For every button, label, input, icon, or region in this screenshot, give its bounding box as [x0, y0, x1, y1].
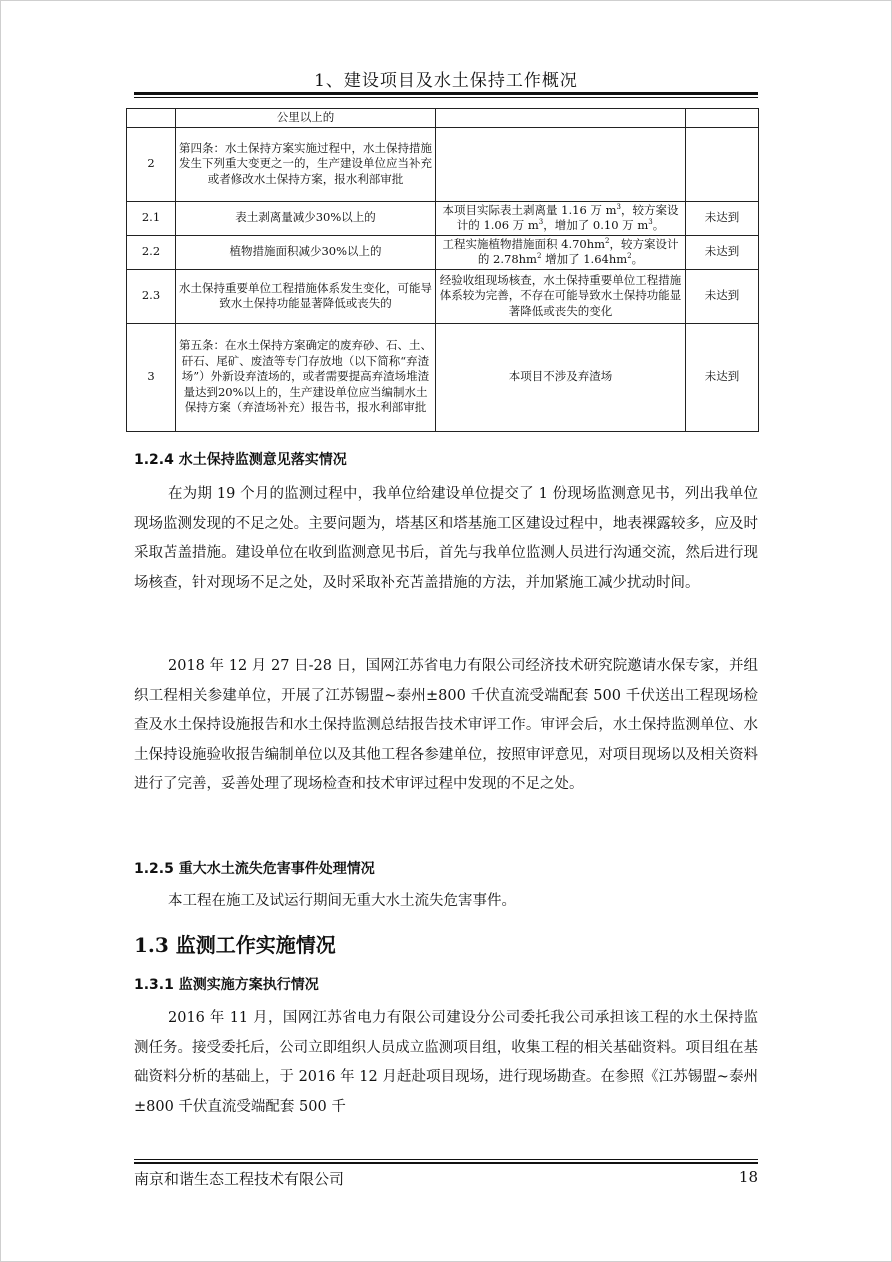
cell-result [686, 109, 759, 128]
cell-requirement: 表土剥离量减少30%以上的 [176, 201, 436, 235]
footer-rule-thin [134, 1159, 758, 1160]
superscript: 2 [605, 236, 610, 245]
table-row [127, 235, 759, 269]
cell-no: 2 [127, 127, 176, 201]
cell-requirement: 植物措施面积减少30%以上的 [176, 235, 436, 269]
cell-requirement: 公里以上的 [176, 109, 436, 128]
cell-result [686, 127, 759, 201]
cell-actual [436, 201, 686, 235]
table-row [127, 269, 759, 323]
cell-result: 未达到 [686, 235, 759, 269]
cell-no [127, 109, 176, 128]
table-row [127, 323, 759, 431]
cell-no: 3 [127, 323, 176, 431]
cell-no: 2.1 [127, 201, 176, 235]
cell-actual [436, 127, 686, 201]
section-heading-1-3: 1.3 监测工作实施情况 [134, 933, 336, 957]
table-row [127, 127, 759, 201]
actual-text-part: ，较方案设计的 1.06 万 m [456, 202, 679, 232]
section-heading-1-2-4: 1.2.4 水土保持监测意见落实情况 [134, 452, 347, 468]
paragraph: 2018 年 12 月 27 日-28 日，国网江苏省电力有限公司经济技术研究院邀请水保专家，并组织工程相关参建单位，开展了江苏锡盟~泰州±800 千伏直流受端配套 500 千伏送出工程现场检查及水土保持设施报告和水土保持监测总结报告技术审评工作。审评会后，水土保持监测单位、水土保持设施验收报告编制单位以及其他工程各参建单位，按照审评意见，对项目现场以及相关资料进行了完善，妥善处理了现场检查和技术审评过程中发现的不足之处。 [134, 658, 758, 792]
cell-result: 未达到 [686, 201, 759, 235]
paragraph: 在为期 19 个月的监测过程中，我单位给建设单位提交了 1 份现场监测意见书，列出我单位现场监测发现的不足之处。主要问题为，塔基区和塔基施工区建设过程中，地表裸露较多，应及时采取苫盖措施。建设单位在收到监测意见书后，首先与我单位监测人员进行沟通交流，然后进行现场核查，针对现场不足之处，及时采取补充苫盖措施的方法，并加紧施工减少扰动时间。 [134, 486, 758, 591]
cell-no: 2.3 [127, 269, 176, 323]
header-rule-thin [134, 97, 758, 98]
requirements-table [126, 108, 759, 432]
actual-text-part: ，较方案设计的 2.78hm [477, 236, 679, 266]
cell-requirement: 第四条：水土保持方案实施过程中，水土保持措施发生下列重大变更之一的，生产建设单位应当补充或者修改水土保持方案，报水利部审批 [176, 127, 436, 201]
cell-result: 未达到 [686, 269, 759, 323]
cell-requirement: 水土保持重要单位工程措施体系发生变化，可能导致水土保持功能显著降低或丧失的 [176, 269, 436, 323]
table-row [127, 201, 759, 235]
actual-text-part: 。 [652, 218, 665, 232]
table-row [127, 109, 759, 128]
superscript: 3 [538, 218, 544, 227]
page-number: 18 [738, 1168, 758, 1186]
section-heading-1-3-1: 1.3.1 监测实施方案执行情况 [134, 977, 319, 993]
actual-text-part: 工程实施植物措施面积 4.70hm [442, 236, 606, 251]
superscript: 3 [648, 218, 653, 227]
paragraph: 本工程在施工及试运行期间无重大水土流失危害事件。 [168, 893, 516, 909]
actual-text-part: 。 [631, 252, 644, 266]
header-rule-thick [134, 92, 758, 95]
footer-rule-thick [134, 1162, 758, 1164]
section-heading-1-2-5: 1.2.5 重大水土流失危害事件处理情况 [134, 861, 375, 877]
superscript: 2 [536, 252, 542, 261]
cell-actual [436, 109, 686, 128]
actual-text-part: ，增加了 0.10 万 m [543, 218, 649, 232]
running-header-title: 1、建设项目及水土保持工作概况 [314, 71, 578, 91]
cell-actual: 经验收组现场核查，水土保持重要单位工程措施体系较为完善，不存在可能导致水土保持功能显著降低或丧失的变化 [436, 269, 686, 323]
actual-text-part: 增加了 1.64hm [541, 252, 628, 266]
cell-actual [436, 235, 686, 269]
superscript: 3 [616, 202, 621, 211]
superscript: 2 [627, 252, 632, 261]
actual-text-part: 本项目实际表土剥离量 1.16 万 m [442, 202, 617, 217]
cell-actual: 本项目不涉及弃渣场 [436, 323, 686, 431]
cell-no: 2.2 [127, 235, 176, 269]
cell-result: 未达到 [686, 323, 759, 431]
cell-requirement: 第五条：在水土保持方案确定的废弃砂、石、土、矸石、尾矿、废渣等专门存放地（以下简称“弃渣场”）外新设弃渣场的，或者需要提高弃渣场堆渣量达到20%以上的，生产建设单位应当编制水土保持方案（弃渣场补充）报告书，报水利部审批 [176, 323, 436, 431]
footer-company: 南京和谐生态工程技术有限公司 [134, 1170, 345, 1188]
paragraph: 2016 年 11 月，国网江苏省电力有限公司建设分公司委托我公司承担该工程的水土保持监测任务。接受委托后，公司立即组织人员成立监测项目组，收集工程的相关基础资料。项目组在基础资料分析的基础上，于 2016 年 12 月赶赴项目现场，进行现场勘查。在参照《江苏锡盟~泰州±800 千伏直流受端配套 500 千 [134, 1010, 758, 1115]
